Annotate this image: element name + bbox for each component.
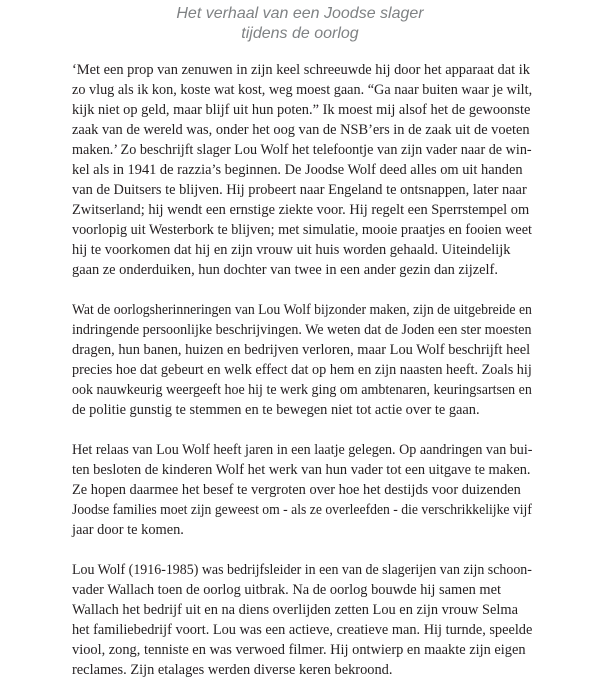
subtitle-line-1: Het verhaal van een Joodse slager [176,5,424,22]
text-line: van de Duitsers te blijven. Hij probeert naar Engeland te ontsnappen, later naar [72,182,527,198]
text-line: voorlopig uit Westerbork te blijven; met simulatie, mooie praatjes en fooien weet [72,222,532,238]
text-line: het familiebedrijf voort. Lou was een actieve, creatieve man. Hij turnde, speelde [72,622,533,638]
text-line: ook nauwkeurig weergeeft hoe hij te werk ging om ambtenaren, keuringsartsen en [72,382,532,398]
body-text [72,60,532,700]
text-line: precies hoe dat gebeurt en welk effect dat op hem en zijn naasten heeft. Zoals hij [72,362,532,378]
text-line: Het relaas van Lou Wolf heeft jaren in een laatje gelegen. Op aandringen van bui- [72,442,533,458]
text-line: vader Wallach toen de oorlog uitbrak. Na de oorlog bouwde hij samen met [72,582,501,598]
text-line: Lou Wolf (1916-1985) was bedrijfsleider in een van de slagerijen van zijn schoon- [72,562,532,578]
paragraph-3 [72,440,532,540]
text-line: Zwitserland; hij wendt een ernstige ziekte voor. Hij regelt een Sperrstempel om [72,202,530,218]
text-line: viool, zong, tenniste en was verwoed filmer. Hij ontwierp en maakte zijn eigen [72,642,526,658]
paragraph-1 [72,60,532,280]
page-subtitle [0,4,600,44]
text-line: kijk niet op geld, maar blijf uit hun poten.” Ik moest mij alsof het de gewoonste [72,102,531,118]
text-line: Wat de oorlogsherinneringen van Lou Wolf bijzonder maken, zijn de uitgebreide en [72,302,532,318]
text-line: ten besloten de kinderen Wolf het werk van hun vader tot een uitgave te maken. [72,462,531,478]
paragraph-2 [72,300,532,420]
text-line: reclames. Zijn etalages werden diverse keren bekroond. [72,662,393,678]
text-line: ‘Met een prop van zenuwen in zijn keel schreeuwde hij door het apparaat dat ik [72,62,530,78]
text-line: kel als in 1941 de razzia’s beginnen. De Joodse Wolf deed alles om uit handen [72,162,523,178]
text-line: zaak van de wereld was, onder het oog van de NSB’ers in de zaak uit de voeten [72,122,530,138]
text-line: maken.’ Zo beschrijft slager Lou Wolf het telefoontje van zijn vader naar de win- [72,142,532,158]
text-line: dragen, hun banen, huizen en bedrijven verloren, maar Lou Wolf beschrijft heel [72,342,531,358]
paragraph-4 [72,560,532,680]
text-line: indringende persoonlijke beschrijvingen. We weten dat de Joden een ster moesten [72,322,532,338]
text-line: Joodse families moet zijn geweest om - als ze overleefden - die verschrikkelijke vijf [72,502,532,518]
text-line: Ze hopen daarmee het besef te vergroten over hoe het destijds voor duizenden [72,482,521,498]
subtitle-line-2: tijdens de oorlog [241,25,359,42]
text-line: hij te voorkomen dat hij en zijn vrouw uit huis worden gehaald. Uiteindelijk [72,242,511,258]
text-line: jaar door te komen. [72,522,184,538]
text-line: de politie gunstig te stemmen en te bewegen niet tot actie over te gaan. [72,402,480,418]
text-line: gaan ze onderduiken, hun dochter van twee in een ander gezin dan zijzelf. [72,262,498,278]
text-line: zo vlug als ik kon, koste wat kost, weg moest gaan. “Ga naar buiten waar je wilt, [72,82,533,98]
text-line: Wallach het bedrijf uit en na diens overlijden zetten Lou en zijn vrouw Selma [72,602,519,618]
